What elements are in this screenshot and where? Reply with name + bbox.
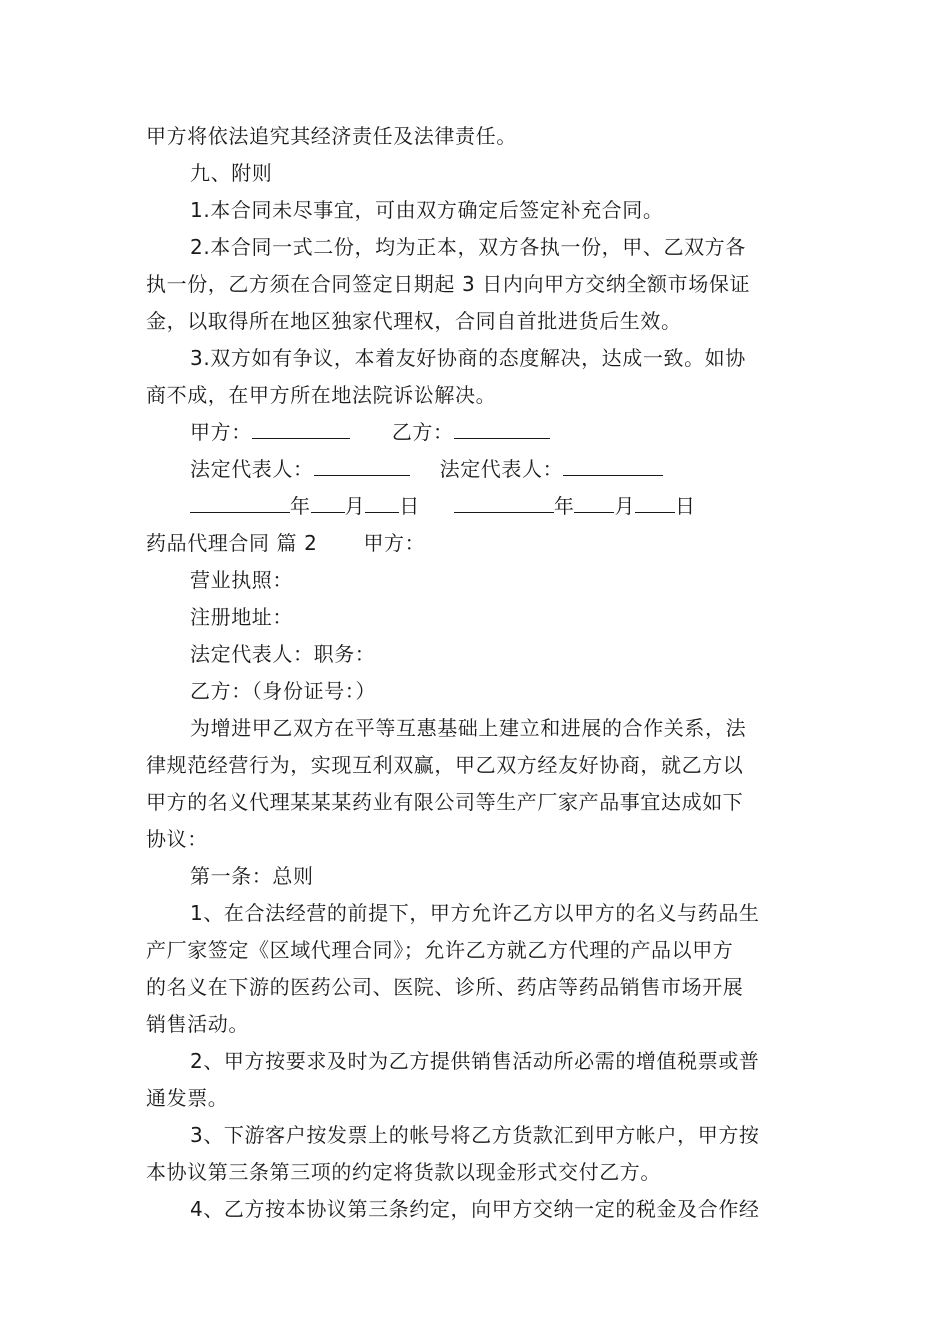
text-line: 的名义在下游的医药公司、医院、诊所、药店等药品销售市场开展 — [146, 975, 744, 999]
month-a-blank — [311, 490, 345, 513]
legal-rep-a-blank — [314, 453, 410, 476]
year-a-blank — [190, 490, 290, 513]
text-line: 甲方的名义代理某某某药业有限公司等生产厂家产品事宜达成如下 — [146, 790, 744, 814]
day-a-label: 日 — [399, 494, 420, 518]
party-b-label: 乙方： — [391, 420, 454, 444]
year-a-label: 年 — [290, 494, 311, 518]
text-line: 金，以取得所在地区独家代理权，合同自首批进货后生效。 — [146, 309, 682, 333]
section-heading: 九、附则 — [190, 161, 273, 185]
day-a-blank — [365, 490, 399, 513]
day-b-blank — [635, 490, 675, 513]
month-b-blank — [574, 490, 614, 513]
text-line: 1、在合法经营的前提下，甲方允许乙方以甲方的名义与药品生 — [190, 901, 760, 925]
document-body — [146, 118, 810, 1228]
party-b-blank — [454, 416, 550, 439]
day-b-label: 日 — [675, 494, 696, 518]
section2-title: 药品代理合同 篇 2 — [146, 531, 318, 555]
text-line: 甲方将依法追究其经济责任及法律责任。 — [146, 124, 517, 148]
section-heading: 第一条：总则 — [190, 864, 314, 888]
month-b-label: 月 — [614, 494, 636, 518]
section2-party-a: 甲方： — [363, 531, 426, 555]
text-line: 注册地址： — [190, 605, 293, 629]
text-line: 产厂家签定《区域代理合同》；允许乙方就乙方代理的产品以甲方 — [146, 938, 734, 962]
text-line: 乙方：（身份证号：） — [190, 679, 376, 703]
legal-rep-a-label: 法定代表人： — [190, 457, 314, 481]
text-line: 本协议第三条第三项的约定将货款以现金形式交付乙方。 — [146, 1160, 661, 1184]
signature-parties-row — [146, 414, 810, 451]
year-b-label: 年 — [553, 494, 575, 518]
legal-rep-b-blank — [563, 453, 663, 476]
date-row — [146, 488, 810, 525]
text-line: 商不成，在甲方所在地法院诉讼解决。 — [146, 383, 497, 407]
party-a-label: 甲方： — [190, 420, 252, 444]
text-line: 2、甲方按要求及时为乙方提供销售活动所必需的增值税票或普 — [190, 1049, 760, 1073]
legal-rep-row — [146, 451, 810, 488]
year-b-blank — [454, 490, 554, 513]
text-line: 3.双方如有争议，本着友好协商的态度解决，达成一致。如协 — [190, 346, 746, 370]
text-line: 1.本合同未尽事宜，可由双方确定后签定补充合同。 — [190, 198, 664, 222]
text-line: 执一份，乙方须在合同签定日期起 3 日内向甲方交纳全额市场保证 — [146, 272, 751, 296]
text-line: 营业执照： — [190, 568, 293, 592]
text-line: 2.本合同一式二份，均为正本，双方各执一份，甲、乙双方各 — [190, 235, 746, 259]
text-line: 为增进甲乙双方在平等互惠基础上建立和进展的合作关系，法 — [190, 716, 747, 740]
text-line: 销售活动。 — [146, 1012, 249, 1036]
text-line: 法定代表人：职务： — [190, 642, 376, 666]
legal-rep-b-label: 法定代表人： — [439, 457, 564, 481]
text-line: 律规范经营行为，实现互利双赢，甲乙双方经友好协商，就乙方以 — [146, 753, 744, 777]
text-line: 3、下游客户按发票上的帐号将乙方货款汇到甲方帐户，甲方按 — [190, 1123, 760, 1147]
party-a-blank — [252, 416, 350, 439]
section2-title-row — [146, 525, 810, 562]
text-line: 4、乙方按本协议第三条约定，向甲方交纳一定的税金及合作经 — [190, 1197, 760, 1221]
text-line: 协议： — [146, 827, 208, 851]
text-line: 通发票。 — [146, 1086, 229, 1110]
month-a-label: 月 — [344, 494, 366, 518]
